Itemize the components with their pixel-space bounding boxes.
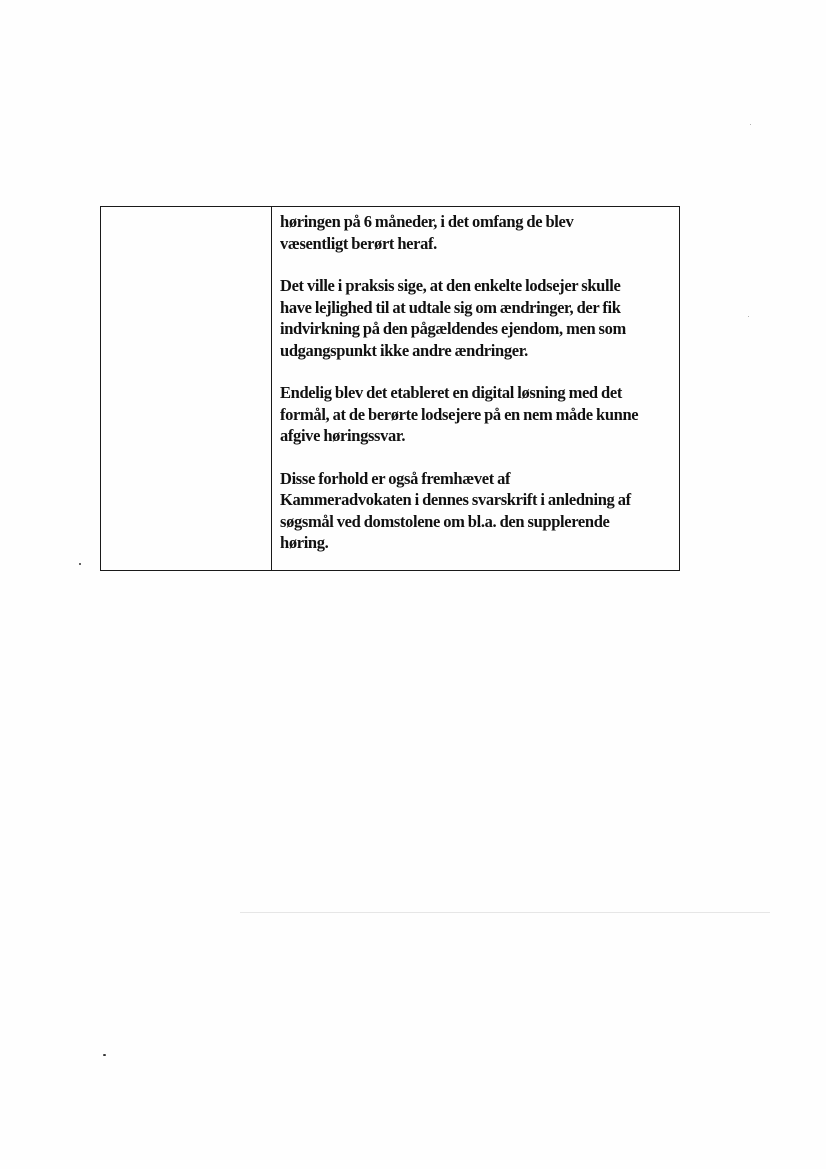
table-right-cell	[272, 207, 679, 570]
scan-line	[240, 912, 770, 913]
scan-speck	[750, 124, 751, 125]
paragraph-kammeradvokaten: Disse forhold er også fremhævet af Kammeradvokaten i dennes svarskrift i anledning af søgsmål ved domstolene om bl.a. den supplerende høring.	[280, 468, 631, 552]
document-table	[100, 206, 680, 571]
paragraph-digital-solution: Endelig blev det etableret en digital løsning med det formål, at de berørte lodsejere på en nem måde kunne afgive høringssvar.	[280, 383, 639, 445]
paragraph-hearing-period: høringen på 6 måneder, i det omfang de blev væsentligt berørt heraf.	[280, 212, 574, 253]
table-left-cell	[101, 207, 272, 570]
scan-speck	[79, 563, 81, 565]
scan-speck	[103, 1054, 106, 1056]
scan-speck	[748, 316, 749, 317]
paragraph-landowner-statement: Det ville i praksis sige, at den enkelte lodsejer skulle have lejlighed til at udtale sig om ændringer, der fik indvirkning på den pågældendes ejendom, men som udgangspunkt ikke andre ændringer.	[280, 276, 626, 360]
